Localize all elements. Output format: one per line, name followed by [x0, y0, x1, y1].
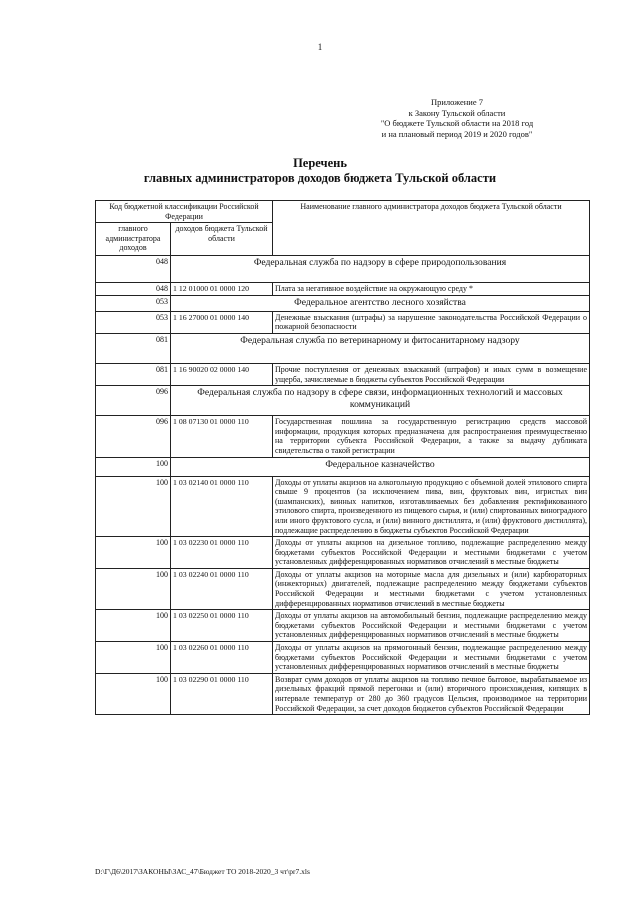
agency-row	[96, 256, 590, 283]
table-row	[96, 673, 590, 714]
table-row	[96, 568, 590, 609]
agency-row	[96, 295, 590, 311]
income-name-cell: Плата за негативное воздействие на окружающую среду *	[273, 283, 590, 296]
agency-row	[96, 457, 590, 476]
income-code-cell: 1 08 07130 01 0000 110	[171, 416, 273, 457]
admin-code-cell: 096	[96, 416, 171, 457]
admin-code-cell: 053	[96, 311, 171, 333]
table-row	[96, 537, 590, 569]
document-title	[0, 156, 640, 186]
income-name-cell: Государственная пошлина за государственную регистрацию средств массовой информации, продукция которых предназначена для распространения преимущественно на территории субъекта Российской Федерации, а также за выдачу дубликата свидетельства о такой регистрации	[273, 416, 590, 457]
agency-row	[96, 386, 590, 416]
table-row	[96, 363, 590, 385]
title-line: главных администраторов доходов бюджета Тульской области	[143, 171, 497, 185]
income-name-cell: Доходы от уплаты акцизов на автомобильный бензин, подлежащие распределению между бюджетами субъектов Российской Федерации и местными бюджетами с учетом установленных дифференцированных нормативов отчислений в местные бюджеты	[273, 610, 590, 642]
table-header-row	[96, 201, 590, 223]
admin-code-cell: 048	[96, 256, 171, 283]
admin-code-cell: 100	[96, 537, 171, 569]
table-row	[96, 610, 590, 642]
income-code-cell: 1 03 02260 01 0000 110	[171, 642, 273, 674]
table-row	[96, 283, 590, 296]
admin-code-cell: 100	[96, 476, 171, 537]
table-row	[96, 642, 590, 674]
page-number: 1	[317, 42, 323, 52]
header-code-group: Код бюджетной классификации Российской Федерации	[96, 201, 273, 223]
header-income-code: доходов бюджета Тульской области	[171, 223, 273, 256]
admin-code-cell: 100	[96, 610, 171, 642]
header-admin-code: главного администратора доходов	[96, 223, 171, 256]
table-row	[96, 476, 590, 537]
income-name-cell: Доходы от уплаты акцизов на алкогольную продукцию с объемной долей этилового спирта свыше 9 процентов (за исключением пива, вин, фруктовых вин, игристых вин (шампанских), винных напитков, изготавливаемых без добавления ректификованного этилового спирта, произведенного из пищевого сырья, и (или) спиртованных виноградного или иного фруктового сусла, и (или) винного дистиллята, и (или) фруктового дистиллята), подлежащие распределению в бюджеты субъектов Российской Федерации	[273, 476, 590, 537]
income-name-cell: Доходы от уплаты акцизов на моторные масла для дизельных и (или) карбюраторных (инжекторных) двигателей, подлежащие распределению между бюджетами субъектов Российской Федерации и местными бюджетами с учетом установленных дифференцированных нормативов отчислений в местные бюджеты	[273, 568, 590, 609]
administrators-table	[95, 200, 590, 715]
income-code-cell: 1 03 02290 01 0000 110	[171, 673, 273, 714]
agency-name-cell: Федеральное агентство лесного хозяйства	[171, 295, 590, 311]
income-name-cell: Возврат сумм доходов от уплаты акцизов на топливо печное бытовое, вырабатываемое из дизельных фракций прямой перегонки и (или) вторичного происхождения, кипящих в интервале температур от 280 до 360 градусов Цельсия, производимое на территории Российской Федерации, за счет доходов бюджетов субъектов Российской Федерации	[273, 673, 590, 714]
appendix-line: к Закону Тульской области	[408, 107, 506, 118]
agency-name-cell: Федеральная служба по надзору в сфере природопользования	[171, 256, 590, 283]
income-name-cell: Денежные взыскания (штрафы) за нарушение законодательства Российской Федерации о пожарной безопасности	[273, 311, 590, 333]
income-code-cell: 1 03 02240 01 0000 110	[171, 568, 273, 609]
header-name: Наименование главного администратора доходов бюджета Тульской области	[273, 201, 590, 256]
income-name-cell: Прочие поступления от денежных взысканий (штрафов) и иных сумм в возмещение ущерба, зачисляемые в бюджеты субъектов Российской Федерации	[273, 363, 590, 385]
admin-code-cell: 100	[96, 457, 171, 476]
title-line: Перечень	[293, 156, 347, 170]
admin-code-cell: 100	[96, 568, 171, 609]
admin-code-cell: 048	[96, 283, 171, 296]
income-code-cell: 1 16 90020 02 0000 140	[171, 363, 273, 385]
admin-code-cell: 053	[96, 295, 171, 311]
income-name-cell: Доходы от уплаты акцизов на прямогонный бензин, подлежащие распределению между бюджетами субъектов Российской Федерации и местными бюджетами с учетом установленных дифференцированных нормативов отчислений в местные бюджеты	[273, 642, 590, 674]
income-code-cell: 1 12 01000 01 0000 120	[171, 283, 273, 296]
agency-name-cell: Федеральная служба по ветеринарному и фитосанитарному надзору	[171, 333, 590, 363]
income-code-cell: 1 16 27000 01 0000 140	[171, 311, 273, 333]
income-name-cell: Доходы от уплаты акцизов на дизельное топливо, подлежащие распределению между бюджетами субъектов Российской Федерации и местными бюджетами с учетом установленных дифференцированных нормативов отчислений в местные бюджеты	[273, 537, 590, 569]
table-row	[96, 416, 590, 457]
income-code-cell: 1 03 02230 01 0000 110	[171, 537, 273, 569]
appendix-line: Приложение 7	[431, 97, 483, 107]
table-row	[96, 311, 590, 333]
admin-code-cell: 081	[96, 363, 171, 385]
admin-code-cell: 100	[96, 673, 171, 714]
appendix-note	[362, 97, 552, 139]
income-code-cell: 1 03 02140 01 0000 110	[171, 476, 273, 537]
file-path-footer: D:\Г\Д6\2017\ЗАКОНЫ\ЗАС_47\Бюджет ТО 2018-2020_3 чт\pr7.xls	[95, 867, 310, 876]
admin-code-cell: 081	[96, 333, 171, 363]
agency-row	[96, 333, 590, 363]
admin-code-cell: 100	[96, 642, 171, 674]
appendix-line: "О бюджете Тульской области на 2018 год	[380, 118, 534, 128]
agency-name-cell: Федеральное казначейство	[171, 457, 590, 476]
agency-name-cell: Федеральная служба по надзору в сфере связи, информационных технологий и массовых коммуникаций	[171, 386, 590, 416]
appendix-line: и на плановый период 2019 и 2020 годов"	[381, 128, 533, 139]
admin-code-cell: 096	[96, 386, 171, 416]
income-code-cell: 1 03 02250 01 0000 110	[171, 610, 273, 642]
